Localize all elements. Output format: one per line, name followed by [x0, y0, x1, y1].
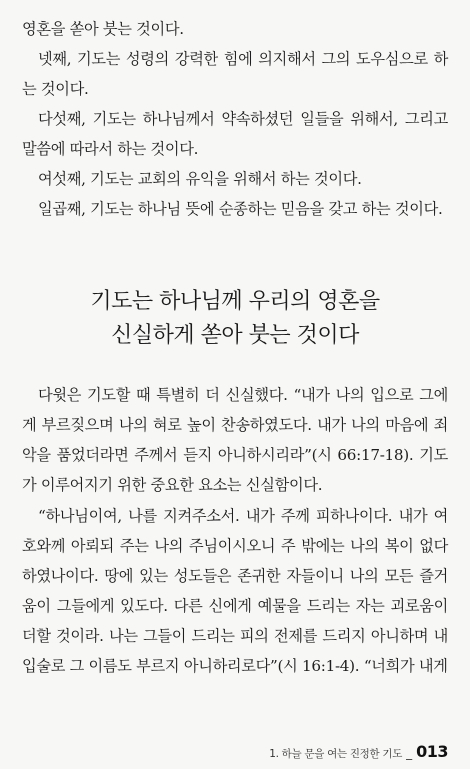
paragraph-continuation: 영혼을 쏟아 붓는 것이다. — [22, 20, 184, 38]
paragraph-fifth: 다섯째, 기도는 하나님께서 약속하셨던 일들을 위해서, 그리고 말씀에 따라서 하는 것이다. — [22, 110, 448, 158]
chapter-title: 1. 하늘 문을 여는 진정한 기도 — [269, 748, 403, 760]
section-heading-line-1: 기도는 하나님께 우리의 영혼을 — [90, 289, 380, 314]
paragraph-david: 다윗은 기도할 때 특별히 더 신실했다. “내가 나의 입으로 그에게 부르짖으며 나의 혀로 높이 찬송하였도다. 내가 나의 마음에 죄악을 품었더라면 주께서 듣지 아니하시리라”(시 66:17-18). 기도가 이루어지기 위한 중요한 요소는 신실함이다. — [22, 386, 448, 494]
section-heading-line-2: 신실하게 쏟아 붓는 것이다 — [111, 323, 359, 348]
paragraph-psalm-16: “하나님이여, 나를 지켜주소서. 내가 주께 피하나이다. 내가 여호와께 아뢰되 주는 나의 주님이시오니 주 밖에는 나의 복이 없다 하였나이다. 땅에 있는 성도들은 존귀한 자들이니 나의 모든 즐거움이 그들에게 있도다. 다른 신에게 예물을 드리는 자는 괴로움이 더할 것이라. 나는 그들이 드리는 피의 전제를 드리지 아니하며 내 입술로 그 이름도 부르지 아니하리로다”(시 16:1-4). “너희가 내게 — [22, 507, 448, 675]
page-footer — [269, 742, 448, 761]
paragraph-sixth: 여섯째, 기도는 교회의 유익을 위해서 하는 것이다. — [38, 170, 362, 188]
footer-separator: _ — [406, 746, 413, 760]
page-number: 013 — [416, 742, 448, 761]
paragraph-seventh: 일곱째, 기도는 하나님 뜻에 순종하는 믿음을 갖고 하는 것이다. — [38, 200, 443, 218]
paragraph-fourth: 넷째, 기도는 성령의 강력한 힘에 의지해서 그의 도우심으로 하는 것이다. — [22, 50, 448, 98]
